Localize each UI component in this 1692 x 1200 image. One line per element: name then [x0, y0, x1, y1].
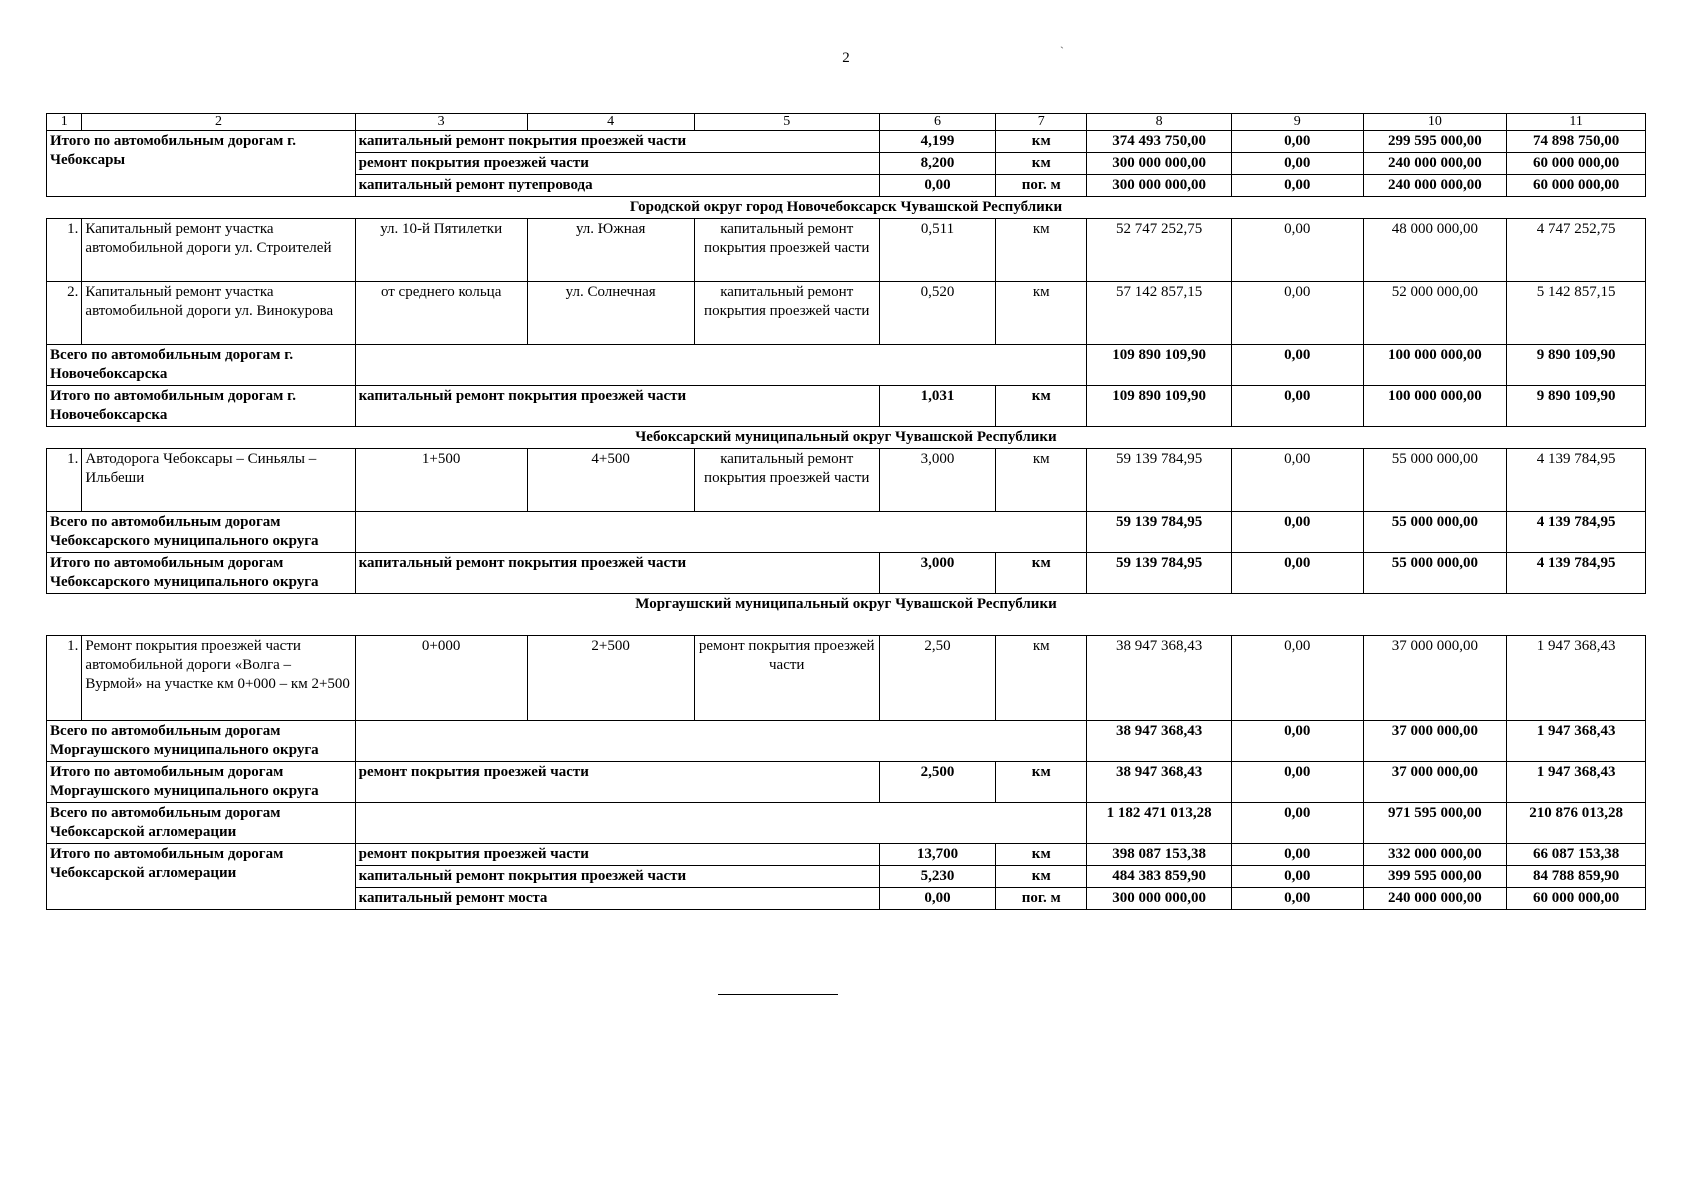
work-type: капитальный ремонт покрытия проезжей части [694, 219, 879, 282]
work-type: капитальный ремонт покрытия проезжей части [355, 553, 879, 594]
quantity: 2,500 [879, 762, 995, 803]
amount-c10: 240 000 000,00 [1363, 888, 1507, 910]
col-header: 9 [1232, 114, 1364, 131]
amount-c10: 55 000 000,00 [1363, 553, 1507, 594]
work-type: ремонт покрытия проезжей части [694, 636, 879, 721]
unit: км [996, 844, 1087, 866]
page-number: 2 [842, 50, 850, 66]
amount-c10: 37 000 000,00 [1363, 721, 1507, 762]
quantity: 13,700 [879, 844, 995, 866]
table-row [47, 636, 1646, 721]
quantity: 5,230 [879, 866, 995, 888]
amount-c11: 60 000 000,00 [1507, 153, 1646, 175]
table-row [47, 512, 1646, 553]
amount-c9: 0,00 [1232, 803, 1364, 844]
unit: пог. м [996, 175, 1087, 197]
amount-c9: 0,00 [1232, 762, 1364, 803]
table-row [47, 553, 1646, 594]
item-number: 1. [47, 219, 82, 282]
empty-cell [355, 345, 1087, 386]
item-name: Капитальный ремонт участка автомобильной дороги ул. Винокурова [82, 282, 355, 345]
table-row [47, 721, 1646, 762]
col-header: 1 [47, 114, 82, 131]
unit: км [996, 153, 1087, 175]
section-header [47, 594, 1646, 636]
amount-c9: 0,00 [1232, 844, 1364, 866]
col-header: 2 [82, 114, 355, 131]
section-title: Городской округ город Новочебоксарск Чувашской Республики [47, 197, 1646, 219]
quantity: 4,199 [879, 131, 995, 153]
work-type: ремонт покрытия проезжей части [355, 844, 879, 866]
quantity: 3,000 [879, 553, 995, 594]
amount-total: 300 000 000,00 [1087, 175, 1232, 197]
amount-c9: 0,00 [1232, 131, 1364, 153]
table-row [47, 219, 1646, 282]
amount-c11: 4 139 784,95 [1507, 449, 1646, 512]
amount-total: 59 139 784,95 [1087, 553, 1232, 594]
table-row [47, 803, 1646, 844]
work-type: капитальный ремонт путепровода [355, 175, 879, 197]
table-row [47, 131, 1646, 153]
section-title: Чебоксарский муниципальный округ Чувашской Республики [47, 427, 1646, 449]
amount-c9: 0,00 [1232, 282, 1364, 345]
item-to: ул. Солнечная [527, 282, 694, 345]
section-title: Моргаушский муниципальный округ Чувашской Республики [47, 594, 1646, 636]
itogo-label: Итого по автомобильным дорогам Чебоксарской агломерации [47, 844, 356, 910]
amount-c9: 0,00 [1232, 636, 1364, 721]
amount-c11: 4 139 784,95 [1507, 553, 1646, 594]
amount-c9: 0,00 [1232, 175, 1364, 197]
closing-line [718, 994, 838, 995]
unit: км [996, 636, 1087, 721]
amount-c10: 37 000 000,00 [1363, 636, 1507, 721]
item-from: 1+500 [355, 449, 527, 512]
amount-c11: 5 142 857,15 [1507, 282, 1646, 345]
work-type: капитальный ремонт покрытия проезжей части [694, 282, 879, 345]
quantity: 0,511 [879, 219, 995, 282]
amount-c10: 55 000 000,00 [1363, 512, 1507, 553]
table-row [47, 282, 1646, 345]
section-header [47, 427, 1646, 449]
item-number: 1. [47, 636, 82, 721]
amount-c9: 0,00 [1232, 512, 1364, 553]
unit: км [996, 282, 1087, 345]
amount-total: 38 947 368,43 [1087, 721, 1232, 762]
item-to: 2+500 [527, 636, 694, 721]
amount-total: 484 383 859,90 [1087, 866, 1232, 888]
table-row [47, 762, 1646, 803]
work-type: ремонт покрытия проезжей части [355, 153, 879, 175]
table-row [47, 844, 1646, 866]
vsego-label: Всего по автомобильным дорогам г. Новочебоксарска [47, 345, 356, 386]
amount-total: 300 000 000,00 [1087, 153, 1232, 175]
unit: км [996, 131, 1087, 153]
col-header: 7 [996, 114, 1087, 131]
amount-c10: 100 000 000,00 [1363, 386, 1507, 427]
amount-total: 1 182 471 013,28 [1087, 803, 1232, 844]
amount-c11: 74 898 750,00 [1507, 131, 1646, 153]
empty-cell [355, 803, 1087, 844]
amount-c10: 55 000 000,00 [1363, 449, 1507, 512]
amount-c10: 240 000 000,00 [1363, 153, 1507, 175]
item-number: 1. [47, 449, 82, 512]
quantity: 8,200 [879, 153, 995, 175]
amount-total: 374 493 750,00 [1087, 131, 1232, 153]
work-type: ремонт покрытия проезжей части [355, 762, 879, 803]
amount-c11: 66 087 153,38 [1507, 844, 1646, 866]
amount-total: 109 890 109,90 [1087, 386, 1232, 427]
amount-c10: 37 000 000,00 [1363, 762, 1507, 803]
amount-c10: 48 000 000,00 [1363, 219, 1507, 282]
unit: км [996, 449, 1087, 512]
itogo-label: Итого по автомобильным дорогам Моргаушского муниципального округа [47, 762, 356, 803]
table-row [47, 449, 1646, 512]
empty-cell [355, 721, 1087, 762]
col-header: 4 [527, 114, 694, 131]
item-from: от среднего кольца [355, 282, 527, 345]
unit: км [996, 386, 1087, 427]
amount-c11: 9 890 109,90 [1507, 386, 1646, 427]
amount-c9: 0,00 [1232, 219, 1364, 282]
amount-c10: 399 595 000,00 [1363, 866, 1507, 888]
unit: км [996, 219, 1087, 282]
vsego-label: Всего по автомобильным дорогам Моргаушского муниципального округа [47, 721, 356, 762]
total-label: Итого по автомобильным дорогам г. Чебоксары [47, 131, 356, 197]
col-header: 8 [1087, 114, 1232, 131]
amount-c11: 210 876 013,28 [1507, 803, 1646, 844]
table-row [47, 345, 1646, 386]
work-type: капитальный ремонт покрытия проезжей части [355, 866, 879, 888]
section-header [47, 197, 1646, 219]
item-from: 0+000 [355, 636, 527, 721]
amount-c11: 1 947 368,43 [1507, 636, 1646, 721]
col-header: 10 [1363, 114, 1507, 131]
amount-total: 59 139 784,95 [1087, 512, 1232, 553]
amount-c9: 0,00 [1232, 888, 1364, 910]
amount-c9: 0,00 [1232, 345, 1364, 386]
col-header: 5 [694, 114, 879, 131]
quantity: 1,031 [879, 386, 995, 427]
amount-c10: 240 000 000,00 [1363, 175, 1507, 197]
amount-c11: 84 788 859,90 [1507, 866, 1646, 888]
amount-total: 59 139 784,95 [1087, 449, 1232, 512]
table-row [47, 386, 1646, 427]
amount-c9: 0,00 [1232, 866, 1364, 888]
quantity: 3,000 [879, 449, 995, 512]
amount-c11: 9 890 109,90 [1507, 345, 1646, 386]
vsego-label: Всего по автомобильным дорогам Чебоксарского муниципального округа [47, 512, 356, 553]
scan-mark: ` [1060, 44, 1064, 58]
amount-c9: 0,00 [1232, 153, 1364, 175]
work-type: капитальный ремонт моста [355, 888, 879, 910]
empty-cell [355, 512, 1087, 553]
amount-c9: 0,00 [1232, 553, 1364, 594]
quantity: 0,520 [879, 282, 995, 345]
amount-c10: 971 595 000,00 [1363, 803, 1507, 844]
amount-total: 109 890 109,90 [1087, 345, 1232, 386]
amount-c9: 0,00 [1232, 449, 1364, 512]
item-to: ул. Южная [527, 219, 694, 282]
itogo-label: Итого по автомобильным дорогам г. Новочебоксарска [47, 386, 356, 427]
item-name: Автодорога Чебоксары – Синьялы – Ильбеши [82, 449, 355, 512]
quantity: 2,50 [879, 636, 995, 721]
unit: км [996, 762, 1087, 803]
item-name: Капитальный ремонт участка автомобильной дороги ул. Строителей [82, 219, 355, 282]
amount-total: 38 947 368,43 [1087, 636, 1232, 721]
amount-c10: 332 000 000,00 [1363, 844, 1507, 866]
col-header: 6 [879, 114, 995, 131]
amount-c10: 299 595 000,00 [1363, 131, 1507, 153]
unit: км [996, 866, 1087, 888]
item-to: 4+500 [527, 449, 694, 512]
amount-total: 38 947 368,43 [1087, 762, 1232, 803]
unit: км [996, 553, 1087, 594]
amount-total: 52 747 252,75 [1087, 219, 1232, 282]
unit: пог. м [996, 888, 1087, 910]
quantity: 0,00 [879, 888, 995, 910]
amount-total: 57 142 857,15 [1087, 282, 1232, 345]
col-header: 11 [1507, 114, 1646, 131]
itogo-label: Итого по автомобильным дорогам Чебоксарского муниципального округа [47, 553, 356, 594]
item-number: 2. [47, 282, 82, 345]
amount-total: 300 000 000,00 [1087, 888, 1232, 910]
roads-table [46, 113, 1646, 910]
amount-c11: 4 139 784,95 [1507, 512, 1646, 553]
quantity: 0,00 [879, 175, 995, 197]
amount-c11: 4 747 252,75 [1507, 219, 1646, 282]
work-type: капитальный ремонт покрытия проезжей части [694, 449, 879, 512]
col-header: 3 [355, 114, 527, 131]
amount-total: 398 087 153,38 [1087, 844, 1232, 866]
amount-c11: 1 947 368,43 [1507, 721, 1646, 762]
vsego-label: Всего по автомобильным дорогам Чебоксарской агломерации [47, 803, 356, 844]
column-number-row [47, 114, 1646, 131]
amount-c11: 60 000 000,00 [1507, 175, 1646, 197]
work-type: капитальный ремонт покрытия проезжей части [355, 131, 879, 153]
amount-c10: 100 000 000,00 [1363, 345, 1507, 386]
amount-c9: 0,00 [1232, 721, 1364, 762]
amount-c9: 0,00 [1232, 386, 1364, 427]
work-type: капитальный ремонт покрытия проезжей части [355, 386, 879, 427]
amount-c11: 1 947 368,43 [1507, 762, 1646, 803]
amount-c11: 60 000 000,00 [1507, 888, 1646, 910]
amount-c10: 52 000 000,00 [1363, 282, 1507, 345]
item-name: Ремонт покрытия проезжей части автомобильной дороги «Волга – Вурмой» на участке км 0+000 – км 2+500 [82, 636, 355, 721]
item-from: ул. 10-й Пятилетки [355, 219, 527, 282]
